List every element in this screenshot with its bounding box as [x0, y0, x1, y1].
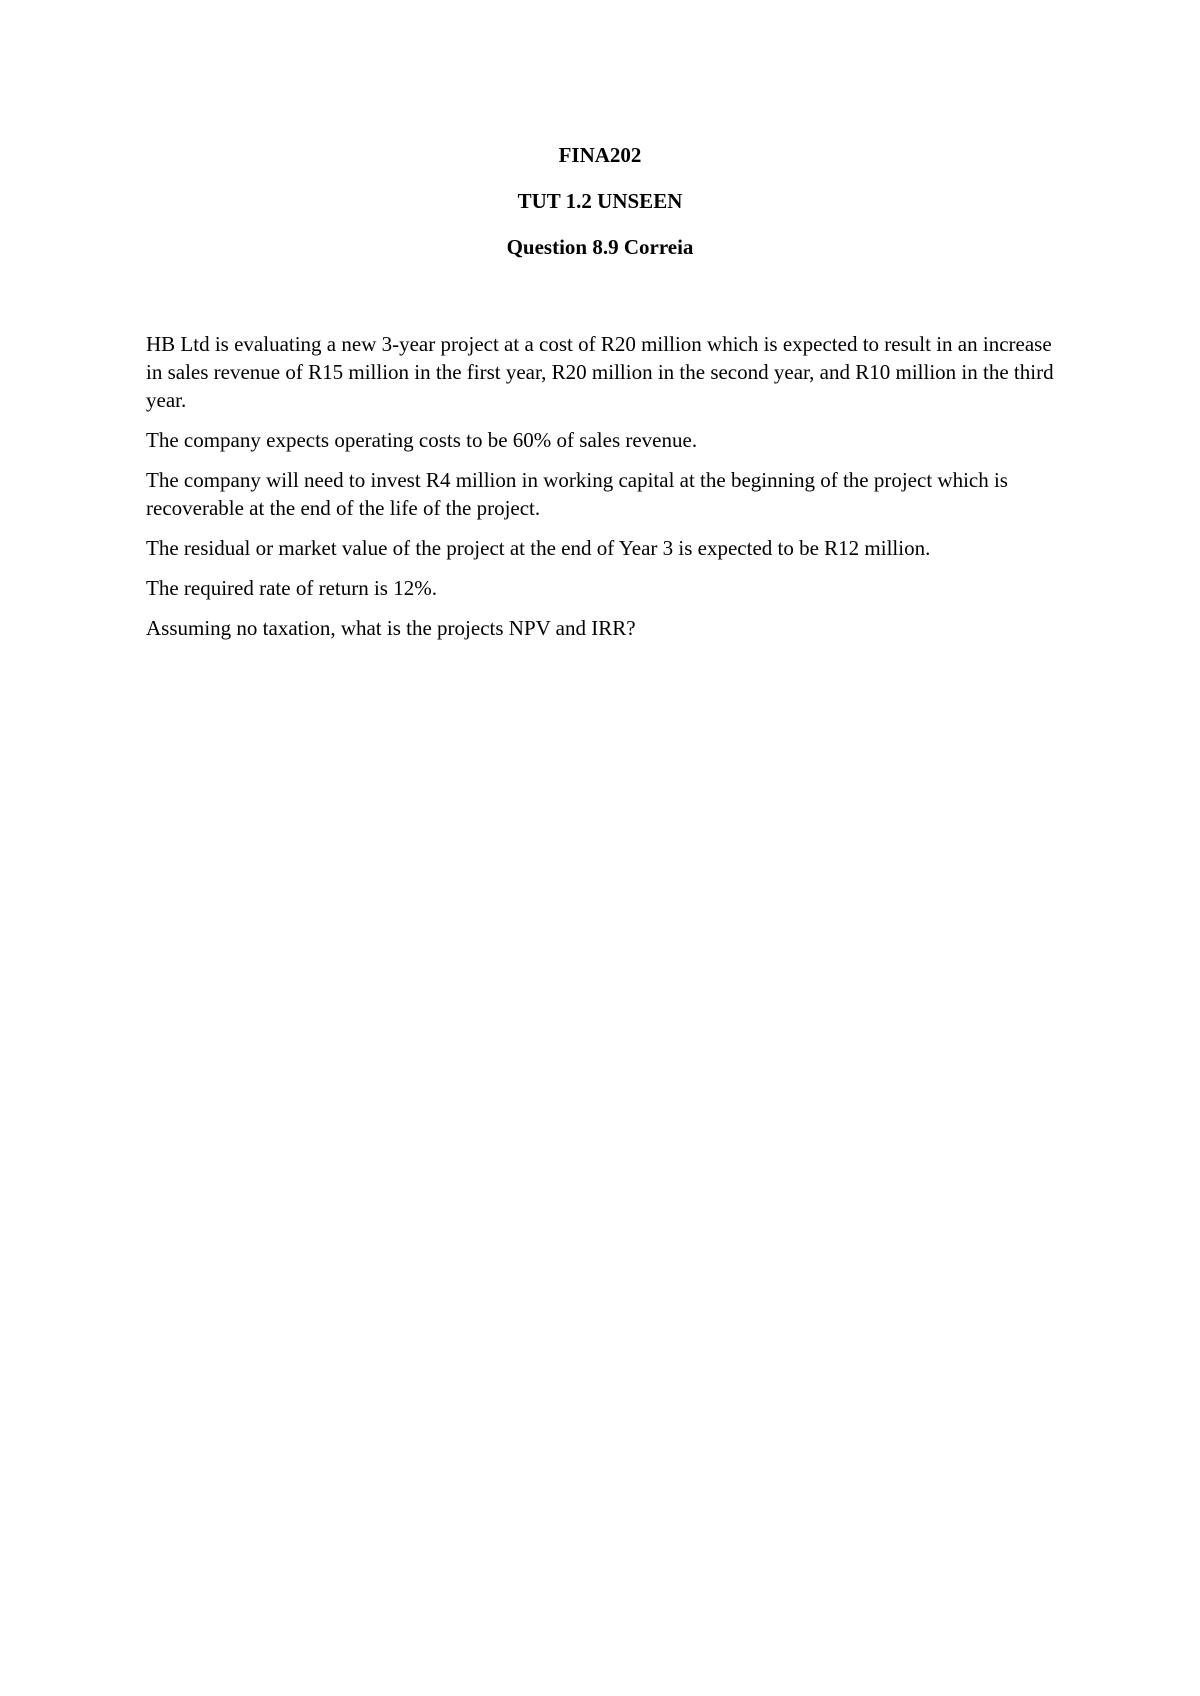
- course-code: FINA202: [558, 143, 642, 167]
- question-title: Question 8.9 Correia: [506, 235, 694, 259]
- paragraph-residual-value: The residual or market value of the project at the end of Year 3 is expected to be R12 million.: [146, 536, 931, 560]
- paragraph-working-capital: The company will need to invest R4 million in working capital at the beginning of the project which is recoverable at the end of the life of the project.: [146, 468, 1008, 520]
- document-header: [0, 143, 1200, 281]
- paragraph-operating-costs: The company expects operating costs to be 60% of sales revenue.: [146, 428, 698, 452]
- paragraph-project-description: HB Ltd is evaluating a new 3-year project at a cost of R20 million which is expected to result in an increase in sales revenue of R15 million in the first year, R20 million in the second year, and R10 million in the third year.: [146, 332, 1054, 412]
- question-body: [146, 330, 1071, 654]
- paragraph-required-return: The required rate of return is 12%.: [146, 576, 437, 600]
- tutorial-title: TUT 1.2 UNSEEN: [517, 189, 683, 213]
- paragraph-question: Assuming no taxation, what is the projects NPV and IRR?: [146, 616, 636, 640]
